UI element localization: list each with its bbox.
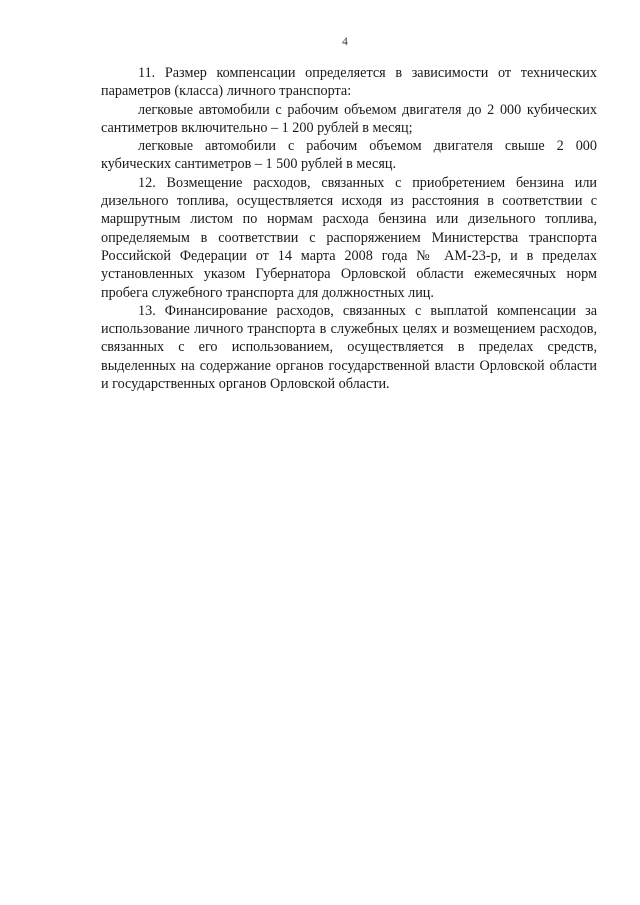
page-number: 4 xyxy=(342,36,348,48)
document-body xyxy=(101,64,597,393)
paragraph-12: 12. Возмещение расходов, связанных с приобретением бензина или дизельного топлива, осуществляется исходя из расстояния в соответствии с маршрутным листом по нормам расхода бензина или дизельного топлива, определяемым в соответствии с распоряжением Министерства транспорта Российской Федерации от 14 марта 2008 года № АМ-23-р, и в пределах установленных указом Губернатора Орловской области ежемесячных норм пробега служебного транспорта для должностных лиц. xyxy=(101,174,597,301)
paragraph-13: 13. Финансирование расходов, связанных с выплатой компенсации за использование личного транспорта в служебных целях и возмещением расходов, связанных с его использованием, осуществляется в пределах средств, выделенных на содержание органов государственной власти Орловской области и государственных органов Орловской области. xyxy=(101,302,597,393)
paragraph-11-item-2: легковые автомобили с рабочим объемом двигателя свыше 2 000 кубических сантиметров – 1 500 рублей в месяц. xyxy=(101,138,597,173)
paragraph-11: 11. Размер компенсации определяется в зависимости от технических параметров (класса) личного транспорта: xyxy=(101,65,597,100)
paragraph-11-item-1: легковые автомобили с рабочим объемом двигателя до 2 000 кубических сантиметров включительно – 1 200 рублей в месяц; xyxy=(101,101,597,136)
